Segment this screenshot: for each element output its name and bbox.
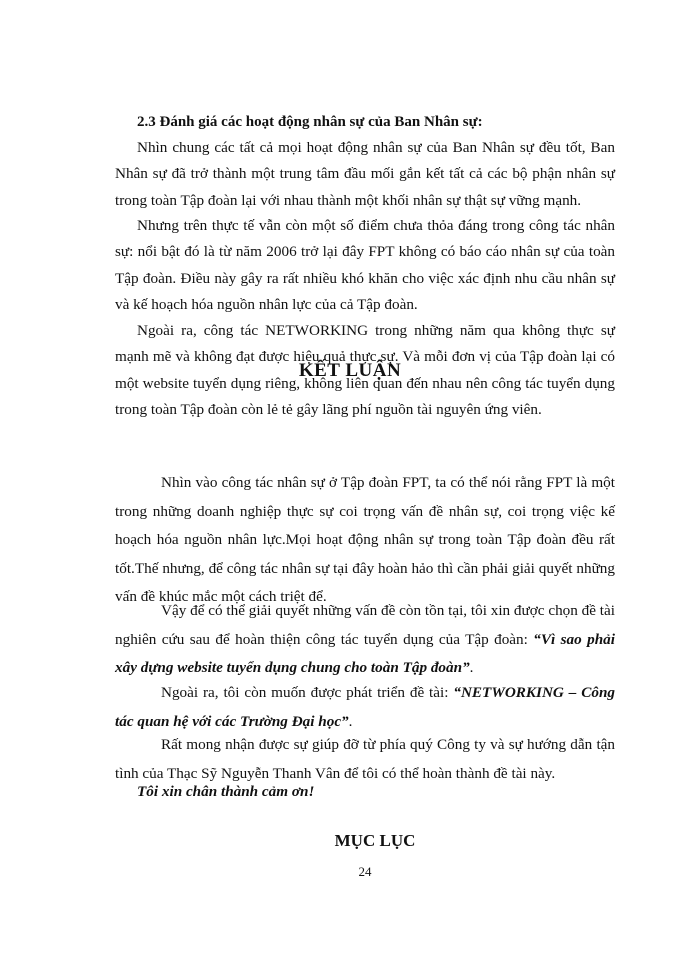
- section-paragraph-1: Nhìn chung các tất cả mọi hoạt động nhân sự của Ban Nhân sự đều tốt, Ban Nhân sự đã trở thành một trung tâm đầu mối gắn kết tất cả các bộ phận nhân sự trong toàn Tập đoàn lại với nhau thành một khối nhân sự thật sự vững mạnh.: [115, 139, 615, 209]
- conclusion-paragraph-2-end: .: [469, 659, 474, 677]
- conclusion-paragraph-2-text: Vậy để có thể giải quyết những vấn đề còn tồn tại, tôi xin được chọn đề tài nghiên cứu sau để hoàn thiện công tác tuyển dụng của Tập đoàn:: [115, 602, 615, 648]
- section-paragraph-2: Nhưng trên thực tế vẫn còn một số điểm chưa thỏa đáng trong công tác nhân sự: nổi bật đó là từ năm 2006 trở lại đây FPT không có báo cáo nhân sự của toàn Tập đoàn. Điều này gây ra rất nhiều khó khăn cho việc xác định nhu cầu nhân sự và kế hoạch hóa nguồn nhân lực của cả Tập đoàn.: [115, 217, 615, 314]
- conclusion-paragraph-3-text: Ngoài ra, tôi còn muốn được phát triển đề tài:: [161, 684, 454, 701]
- proposed-topic-1: “Vì sao phải xây dựng website tuyển dụng chung cho toàn Tập đoàn”: [115, 630, 615, 677]
- section-heading: 2.3 Đánh giá các hoạt động nhân sự của Ban Nhân sự:: [137, 114, 483, 130]
- conclusion-paragraph-4: Rất mong nhận được sự giúp đỡ từ phía quý Công ty và sự hướng dẫn tận tình của Thạc Sỹ Nguyễn Thanh Vân để tôi có thể hoàn thành đề tài này.: [115, 736, 615, 782]
- conclusion-paragraph-3-end: .: [348, 712, 353, 730]
- section-paragraph-3: Ngoài ra, công tác NETWORKING trong những năm qua không thực sự mạnh mẽ và không đạt được hiệu quả thực sự. Và mỗi đơn vị của Tập đoàn lại có một website tuyển dụng riêng, không liên quan đến nhau nên công tác tuyển dụng trong toàn Tập đoàn còn lẻ tẻ gây lãng phí nguồn tài nguyên ứng viên.: [115, 322, 615, 419]
- thanks-line: Tôi xin chân thành cảm ơn!: [137, 783, 315, 800]
- conclusion-paragraph-1: Nhìn vào công tác nhân sự ở Tập đoàn FPT, ta có thể nói rằng FPT là một trong những doanh nghiệp thực sự coi trọng vấn đề nhân sự, coi trọng việc kế hoạch hóa nguồn nhân lực.Mọi hoạt động nhân sự trong toàn Tập đoàn đều rất tốt.Thế nhưng, để công tác nhân sự tại đây hoàn hảo thì cần phải giải quyết những vấn đề khúc mắc một cách triệt để.: [115, 474, 615, 606]
- page-number: 24: [358, 864, 372, 879]
- conclusion-title: KẾT LUẬN: [298, 360, 402, 381]
- conclusion-paragraph-3: [115, 679, 615, 736]
- conclusion-paragraph-2: [115, 597, 615, 683]
- toc-title: MỤC LỤC: [334, 831, 416, 850]
- proposed-topic-2: “NETWORKING – Công tác quan hệ với các Trường Đại học”: [115, 684, 615, 730]
